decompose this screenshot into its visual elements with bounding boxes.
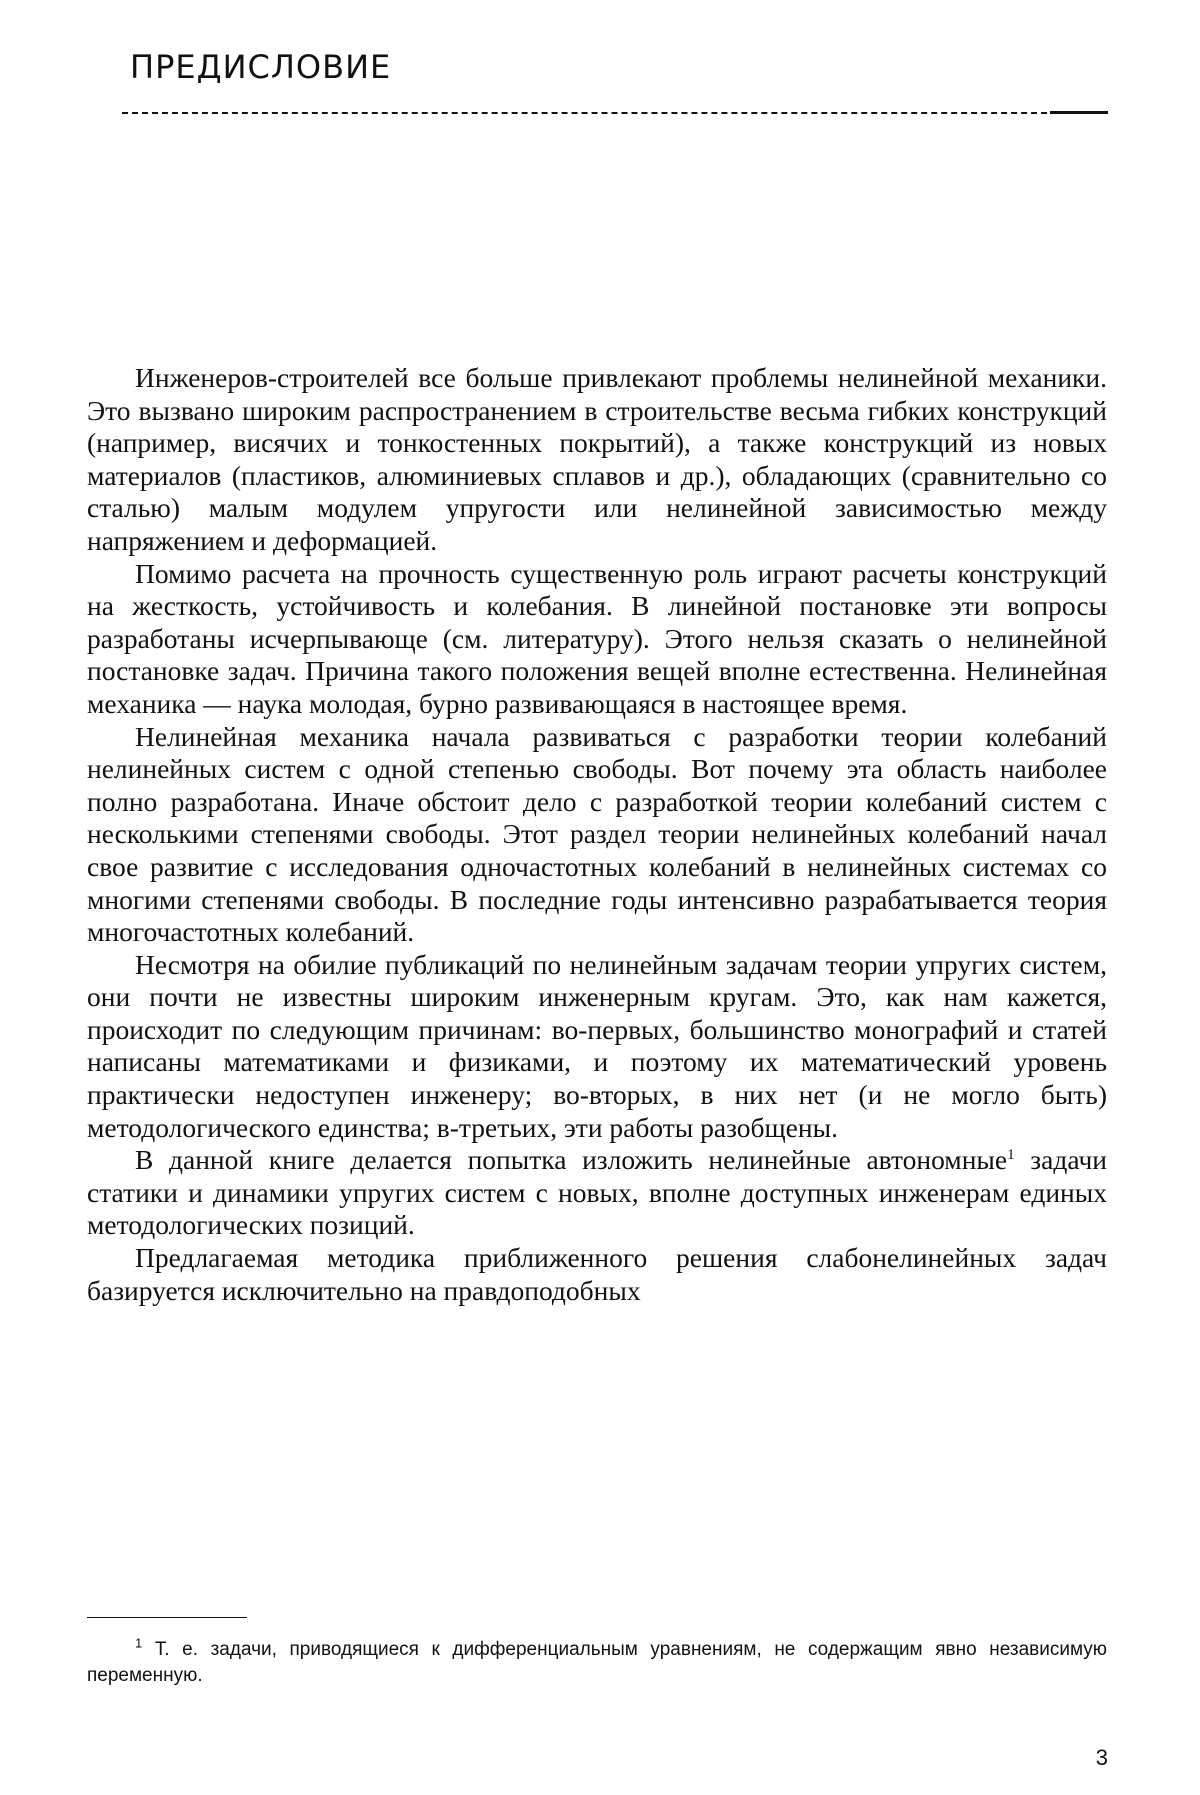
footnote-rule — [87, 1617, 247, 1618]
footnote-number: 1 — [135, 1635, 143, 1651]
paragraph-3: Нелинейная механика начала развиваться с разработки теории колебаний нелинейных систем с одной степенью свободы. Вот почему эта область наиболее полно разработана. Иначе обстоит дело с разработкой теории колебаний систем с несколькими степенями свободы. Этот раздел теории нелинейных колебаний начал свое развитие с исследования одночастотных колебаний в нелинейных системах со многими степенями свободы. В последние годы интенсивно разрабатывается теория многочастотных колебаний. — [87, 720, 1107, 948]
body-text — [87, 362, 1107, 1307]
chapter-heading: ПРЕДИСЛОВИЕ — [130, 48, 392, 86]
footnote-text: Т. е. задачи, приводящиеся к дифференциальным уравнениям, не содержащим явно независимую переменную. — [87, 1639, 1107, 1686]
paragraph-5-text-after: задачи статики и динамики упругих систем с новых, вполне доступных инженерам единых методологических позиций. — [87, 1144, 1107, 1241]
paragraph-5 — [87, 1144, 1107, 1242]
paragraph-6: Предлагаемая методика приближенного решения слабонелинейных задач базируется исключительно на правдоподобных — [87, 1242, 1107, 1306]
footnote — [87, 1637, 1107, 1689]
page-number: 3 — [1095, 1745, 1108, 1770]
footnote-reference[interactable]: 1 — [1007, 1147, 1015, 1164]
paragraph-1: Инженеров-строителей все больше привлекают проблемы нелинейной механики. Это вызвано широким распространением в строительстве весьма гибких конструкций (например, висячих и тонкостенных покрытий), а также конструкций из новых материалов (пластиков, алюминиевых сплавов и др.), обладающих (сравнительно со сталью) малым модулем упругости или нелинейной зависимостью между напряжением и деформацией. — [87, 362, 1107, 556]
paragraph-4: Несмотря на обилие публикаций по нелинейным задачам теории упругих систем, они почти не известны широким инженерным кругам. Это, как нам кажется, происходит по следующим причинам: во-первых, большинство монографий и статей написаны математиками и физиками, и поэтому их математический уровень практически недоступен инженеру; во-вторых, в них нет (и не могло быть) методологического единства; в-третьих, эти работы разобщены. — [87, 948, 1107, 1143]
heading-rule — [122, 112, 1107, 114]
heading-rule-end — [1050, 111, 1108, 114]
paragraph-5-text-before: В данной книге делается попытка изложить нелинейные автономные — [135, 1144, 1008, 1176]
paragraph-2: Помимо расчета на прочность существенную роль играют расчеты конструкций на жесткость, устойчивость и колебания. В линейной постановке эти вопросы разработаны исчерпывающе (см. литературу). Этого нельзя сказать о нелинейной постановке задач. Причина такого положения вещей вполне естественна. Нелинейная механика — наука молодая, бурно развивающаяся в настоящее время. — [87, 557, 1107, 719]
